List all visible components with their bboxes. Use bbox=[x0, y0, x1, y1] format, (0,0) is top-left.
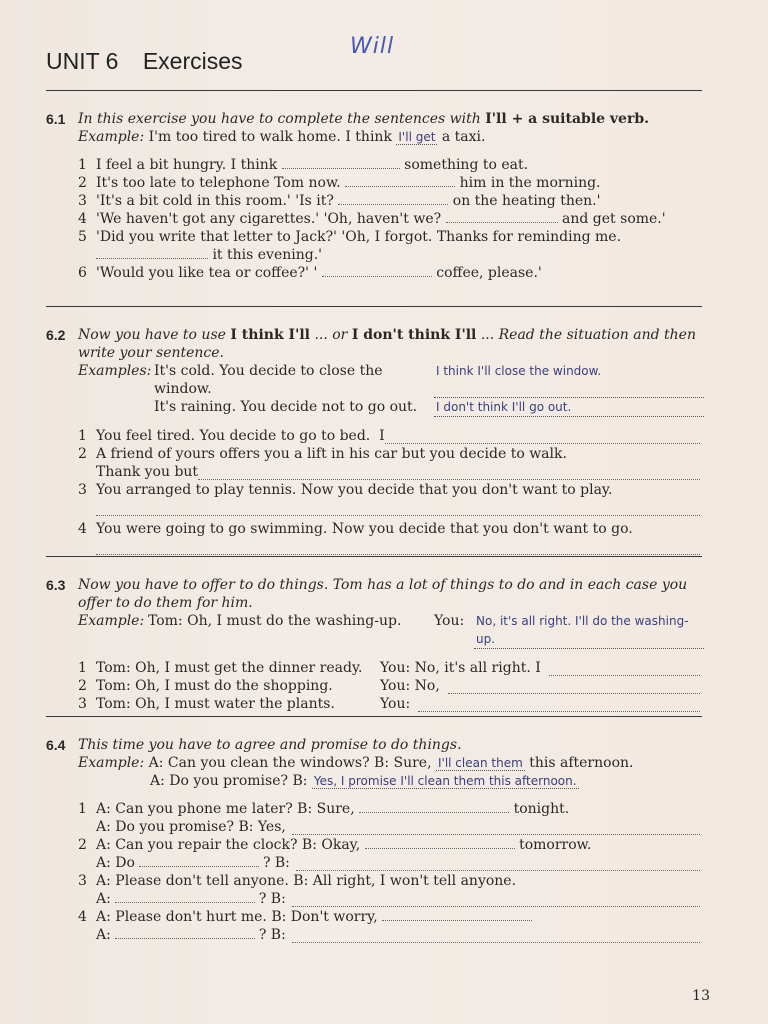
list-item: 2 A: Can you repair the clock? B: Okay, tomorrow. A: Do ? B: bbox=[78, 836, 704, 872]
handwritten-answer: I'll clean them bbox=[437, 756, 523, 770]
blank-field[interactable] bbox=[96, 246, 208, 259]
blank-field[interactable] bbox=[322, 264, 432, 277]
example: Example: A: Can you clean the windows? B: Sure, I'll clean them this afternoon. A: Do you promise? B: Yes, I promise I'll clean them this afternoon. bbox=[78, 755, 634, 789]
list-item: 1 You feel tired. You decide to go to bed. I bbox=[78, 427, 704, 445]
answer-line[interactable] bbox=[198, 463, 700, 480]
unit-label: UNIT 6 bbox=[46, 48, 119, 74]
answer-line[interactable] bbox=[292, 818, 700, 835]
list-item: 2 A friend of yours offers you a lift in his car but you decide to walk. Thank you but bbox=[78, 445, 704, 481]
answer-line[interactable] bbox=[448, 677, 700, 694]
example: Example: I'm too tired to walk home. I think I'll get a taxi. bbox=[78, 129, 486, 145]
list-item: 4 You were going to go swimming. Now you decide that you don't want to go. bbox=[78, 520, 704, 555]
answer-line[interactable] bbox=[292, 890, 700, 907]
handwritten-answer: I think I'll close the window. bbox=[434, 362, 704, 398]
instruction: This time you have to agree and promise to do things. bbox=[78, 737, 462, 753]
answer-line[interactable] bbox=[418, 695, 700, 712]
answer-line[interactable] bbox=[549, 659, 700, 676]
handwritten-note: Will bbox=[350, 34, 395, 59]
blank-field[interactable] bbox=[382, 908, 532, 921]
example: Example: Tom: Oh, I must do the washing-up. You: No, it's all right. I'll do the washing-up. bbox=[78, 612, 704, 649]
exercise-6-4 bbox=[46, 736, 704, 944]
list-item: 4 A: Please don't hurt me. B: Don't worry, A: ? B: bbox=[78, 908, 704, 944]
page-header bbox=[46, 48, 243, 75]
item-list bbox=[78, 659, 704, 713]
list-item: 2 It's too late to telephone Tom now. him in the morning. bbox=[78, 175, 601, 191]
answer-line[interactable] bbox=[385, 427, 700, 444]
page-number: 13 bbox=[692, 988, 710, 1004]
exercise-number: 6.2 bbox=[46, 327, 66, 343]
list-item: 3 Tom: Oh, I must water the plants. You: bbox=[78, 695, 704, 713]
blank-field[interactable] bbox=[115, 890, 255, 903]
answer-line[interactable] bbox=[296, 854, 700, 871]
exercise-number: 6.3 bbox=[46, 577, 66, 593]
divider bbox=[46, 306, 702, 307]
list-item: 1 A: Can you phone me later? B: Sure, tonight. A: Do you promise? B: Yes, bbox=[78, 800, 704, 836]
divider bbox=[46, 90, 702, 91]
item-list bbox=[78, 156, 704, 282]
list-item: 3 A: Please don't tell anyone. B: All right, I won't tell anyone. A: ? B: bbox=[78, 872, 704, 908]
exercise-number: 6.1 bbox=[46, 111, 66, 127]
handwritten-answer: I'll get bbox=[398, 130, 436, 144]
exercise-number: 6.4 bbox=[46, 737, 66, 753]
blank-field[interactable] bbox=[446, 210, 558, 223]
answer-line[interactable] bbox=[96, 538, 700, 555]
item-list bbox=[78, 800, 704, 944]
blank-field[interactable] bbox=[359, 800, 509, 813]
handwritten-answer: Yes, I promise I'll clean them this afternoon. bbox=[313, 774, 577, 788]
list-item: 3 'It's a bit cold in this room.' 'Is it? on the heating then.' bbox=[78, 193, 601, 209]
answer-line[interactable] bbox=[96, 499, 700, 516]
divider bbox=[46, 716, 702, 717]
answer-line[interactable] bbox=[292, 926, 700, 943]
exercise-6-2 bbox=[46, 326, 704, 555]
page-title: Exercises bbox=[142, 48, 243, 74]
blank-field[interactable] bbox=[139, 854, 259, 867]
example: Examples: It's cold. You decide to close the window. I think I'll close the window. It's raining. You decide not to go out. I don't think I'll go out. bbox=[78, 362, 704, 417]
blank-field[interactable] bbox=[338, 192, 448, 205]
item-list bbox=[78, 427, 704, 555]
instruction: Now you have to offer to do things. Tom has a lot of things to do and in each case you offer to do them for him. bbox=[78, 577, 688, 611]
list-item: 6 'Would you like tea or coffee?' ' coffee, please.' bbox=[78, 265, 542, 281]
list-item: 5 'Did you write that letter to Jack?' 'Oh, I forgot. Thanks for reminding me. it this evening.' bbox=[78, 229, 622, 263]
blank-field[interactable] bbox=[365, 836, 515, 849]
list-item: 1 Tom: Oh, I must get the dinner ready. You: No, it's all right. I bbox=[78, 659, 704, 677]
blank-field[interactable] bbox=[282, 156, 400, 169]
instruction: In this exercise you have to complete the sentences with I'll + a suitable verb. bbox=[78, 111, 650, 127]
handwritten-answer: I don't think I'll go out. bbox=[434, 398, 704, 417]
list-item: 4 'We haven't got any cigarettes.' 'Oh, haven't we? and get some.' bbox=[78, 211, 666, 227]
list-item: 2 Tom: Oh, I must do the shopping. You: No, bbox=[78, 677, 704, 695]
list-item: 3 You arranged to play tennis. Now you decide that you don't want to play. bbox=[78, 481, 704, 516]
blank-field[interactable] bbox=[345, 174, 455, 187]
blank-field[interactable] bbox=[115, 926, 255, 939]
exercise-6-3 bbox=[46, 576, 704, 713]
list-item: 1 I feel a bit hungry. I think something to eat. bbox=[78, 157, 529, 173]
divider bbox=[46, 556, 702, 557]
handwritten-answer: No, it's all right. I'll do the washing-up. bbox=[474, 612, 704, 649]
exercise-6-1 bbox=[46, 110, 704, 282]
instruction: Now you have to use I think I'll ... or I don't think I'll ... Read the situation and then write your sentence. bbox=[78, 327, 696, 361]
